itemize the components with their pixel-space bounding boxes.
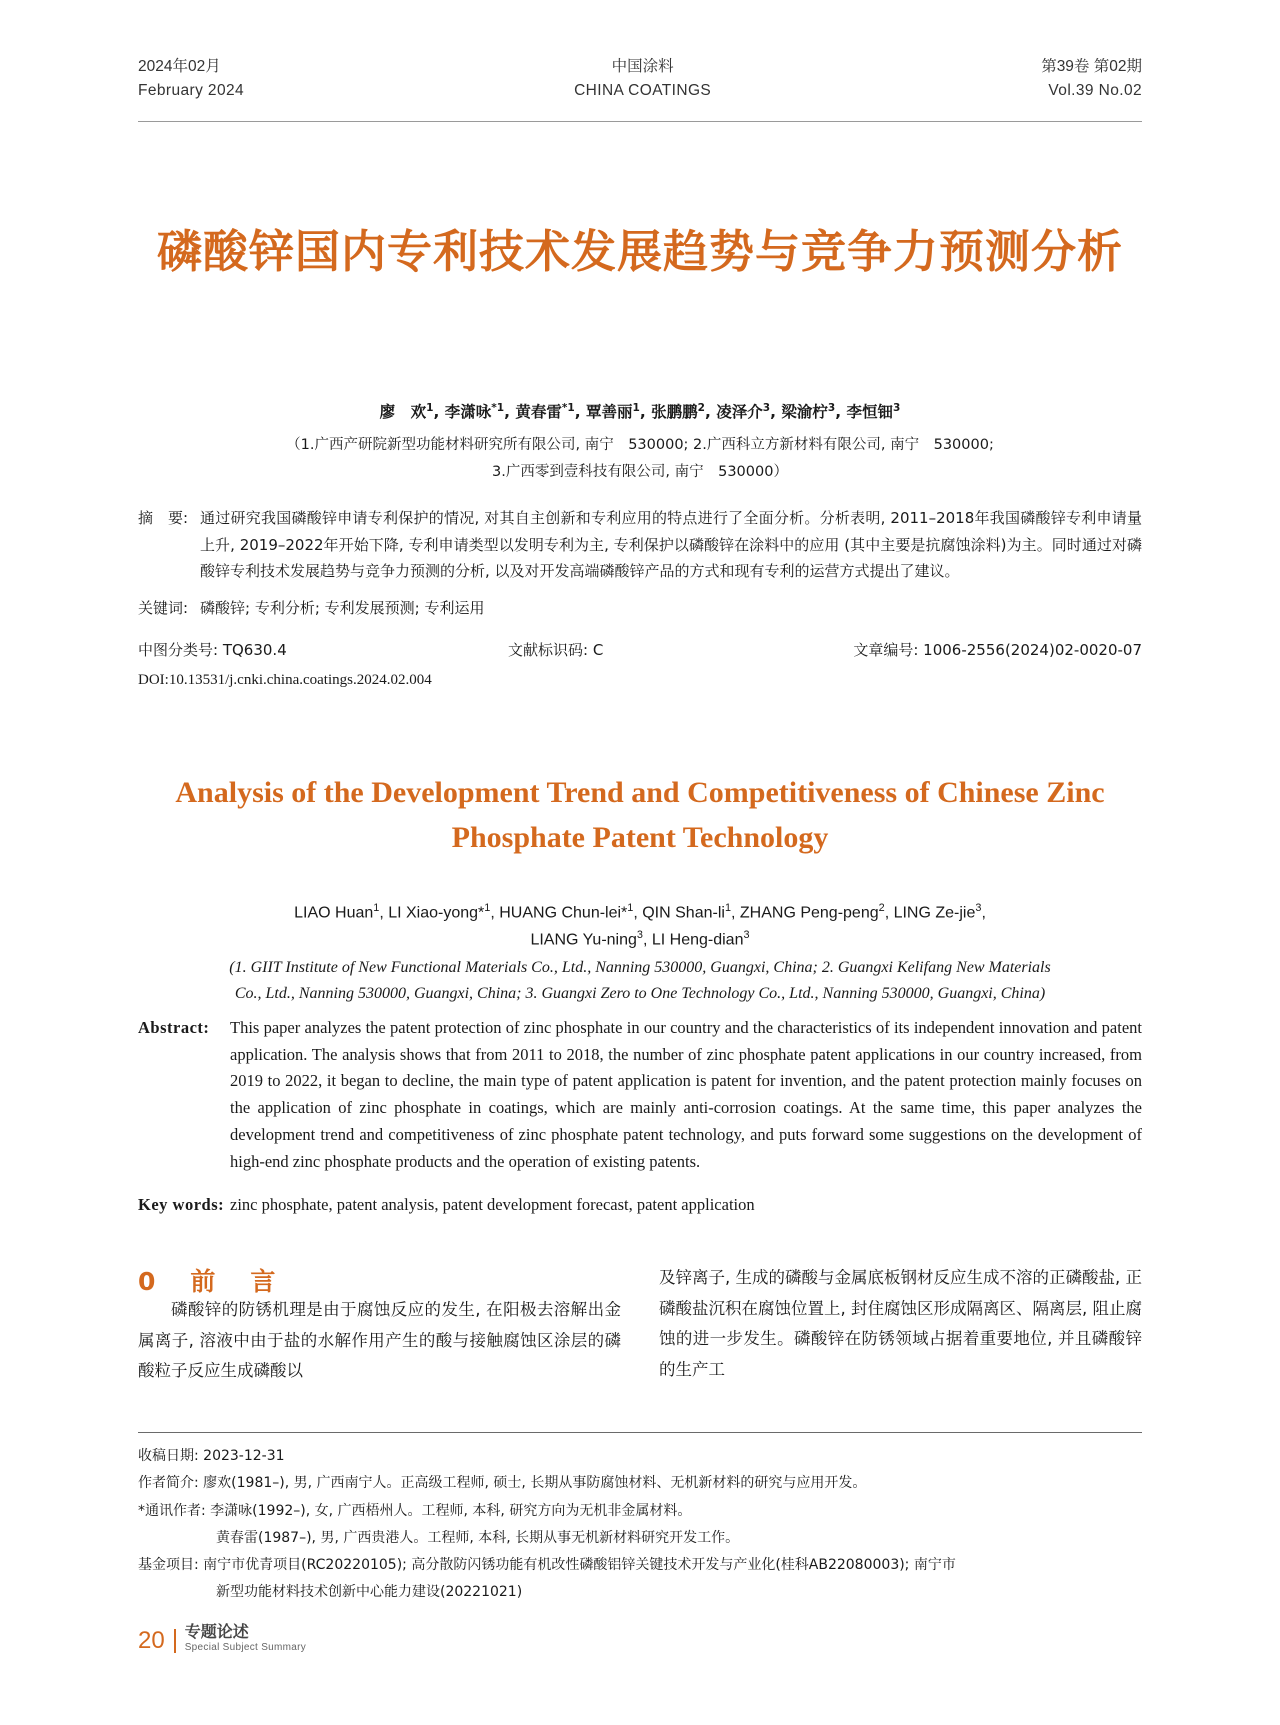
running-head-left [138,55,244,103]
affiliations-en [150,955,1130,1006]
abstract-cn-label: 摘 要: [138,509,189,527]
running-head-center [574,55,711,103]
abstract-cn-row [138,505,1142,585]
abstract-en-text: This paper analyzes the patent protection of zinc phosphate in our country and the characteristics of its independent innovation and patent application. The analysis shows that from 2011 to 2018, the number of zinc phosphate patent applications in our country increased, from 2019 to 2022, it began to decline, the main type of patent application is patent for invention, and the patent protection mainly focuses on the application of zinc phosphate in coatings, which are mainly anti-corrosion coatings. At the same time, this paper analyzes the development trend and competitiveness of zinc phosphate patent technology, and puts forward some suggestions on the development of high-end zinc phosphate products and the operation of existing patents. [230,1018,1142,1171]
abstract-en-label: Abstract: [138,1018,210,1037]
article-metadata-cn [138,637,1142,694]
keywords-en-label: Key words: [138,1195,225,1215]
abstract-en-block [138,1015,1142,1219]
keywords-en-row [138,1192,1142,1219]
running-head-divider [138,121,1142,122]
doi: DOI:10.13531/j.cnki.china.coatings.2024.02.004 [138,672,432,689]
running-head [138,55,1142,103]
footnote-funding-line-2: 新型功能材料技术创新中心能力建设(20221021) [216,1584,523,1601]
affiliation-en-line-2: Co., Ltd., Nanning 530000, Guangxi, China; 3. Guangxi Zero to One Technology Co., Ltd., Nanning 530000, Guangxi, China) [234,984,1046,1002]
authors-en [150,900,1130,953]
authors-en-line-1: LIAO Huan$^1$, LI Xiao-yong*$^1$, HUANG Chun-lei*$^1$, QIN Shan-$li^1$, ZHANG Peng-peng$^2$, LING Ze-jie$^3$, [294,902,986,922]
abstract-cn-block [138,505,1142,622]
footnotes-block [138,1443,1142,1607]
page-number: 20 [138,1629,176,1653]
page-title-en: Analysis of the Development Trend and Competitiveness of Chinese Zinc Phosphate Patent Technology [175,776,1105,854]
footnote-funding-line-1: 基金项目: 南宁市优青项目(RC20220105); 高分散防闪锈功能有机改性磷酸铝锌关键技术开发与产业化(桂科AB22080003); 南宁市 [138,1557,956,1574]
affiliations-cn [140,432,1140,486]
abstract-en-row [138,1015,1142,1175]
running-head-right [1041,55,1142,103]
authors-en-line-2: LIANG Yu-ning$^3$, LI Heng-dian$^3$ [530,928,750,949]
issue-date-cn: 2024年02月 [138,58,221,75]
keywords-en-text: zinc phosphate, patent analysis, patent development forecast, patent application [230,1195,755,1215]
affiliation-en-line-1: (1. GIIT Institute of New Functional Materials Co., Ltd., Nanning 530000, Guangxi, China; 2. Guangxi Kelifang New Materials [229,959,1051,976]
affiliation-cn-line-1: （1.广西产研院新型功能材料研究所有限公司, 南宁 530000; 2.广西科立方新材料有限公司, 南宁 530000; [286,437,994,453]
body-paragraph-right: 及锌离子, 生成的磷酸与金属底板钢材反应生成不溶的正磷酸盐, 正磷酸盐沉积在腐蚀位置上, 封住腐蚀区形成隔离区、隔离层, 阻止腐蚀的进一步发生。磷酸锌在防锈领域占据着重要地位, 并且磷酸锌的生产工 [659,1268,1142,1379]
body-column-right [659,1268,1142,1387]
volume-issue-cn: 第39卷 第02期 [1041,58,1142,75]
document-code: 文献标识码: C [508,641,604,659]
footnote-corresponding-author: *通讯作者: 李潇咏(1992–), 女, 广西梧州人。工程师, 本科, 研究方向为无机非金属材料。 [138,1502,692,1519]
page-footer [138,1623,306,1653]
body-column-left [138,1295,621,1387]
footnote-author-bio: 作者简介: 廖欢(1981–), 男, 广西南宁人。正高级工程师, 硕士, 长期从事防腐蚀材料、无机新材料的研究与应用开发。 [138,1475,867,1492]
body-paragraph-left: 磷酸锌的防锈机理是由于腐蚀反应的发生, 在阳极去溶解出金属离子, 溶液中由于盐的水解作用产生的酸与接触腐蚀区涂层的磷酸粒子反应生成磷酸以 [138,1300,621,1381]
journal-name-en: CHINA COATINGS [574,82,712,100]
metadata-row [138,637,1142,663]
section-heading-introduction: 0 前 言 [138,1267,281,1296]
footnote-corresponding-author-2: 黄春雷(1987–), 男, 广西贵港人。工程师, 本科, 长期从事无机新材料研究开发工作。 [216,1529,740,1546]
journal-name-cn: 中国涂料 [611,58,674,75]
footer-section-en: Special Subject Summary [184,1641,307,1653]
footer-section-cn: 专题论述 [184,1622,249,1642]
volume-issue-en: Vol.39 No.02 [1048,82,1142,100]
footer-section-labels [185,1623,306,1653]
issue-date-en: February 2024 [138,82,245,100]
article-id: 文章编号: 1006-2556(2024)02-0020-07 [853,641,1142,659]
authors-cn: 廖 欢$^1$, 李潇咏$^{*1}$, 黄春雷$^{*1}$, 覃善丽$^1$, 张鹏鹏$^2$, 凌泽介$^3$, 梁渝柠$^3$, 李恒钿$^3$ [379,402,901,422]
footnote-received-date: 收稿日期: 2023-12-31 [138,1448,285,1464]
keywords-cn-label: 关键词: [138,599,189,618]
keywords-cn-row [138,595,1142,622]
abstract-cn-text: 通过研究我国磷酸锌申请专利保护的情况, 对其自主创新和专利应用的特点进行了全面分析。分析表明, 2011–2018年我国磷酸锌专利申请量上升, 2019–2022年开始下降, 专利申请类型以发明专利为主, 专利保护以磷酸锌在涂料中的应用 (其中主要是抗腐蚀涂料)为主。同时通过对磷酸锌专利技术发展趋势与竞争力预测的分析, 以及对开发高端磷酸锌产品的方式和现有专利的运营方式提出了建议。 [200,509,1142,581]
page-title-cn: 磷酸锌国内专利技术发展趋势与竞争力预测分析 [156,225,1123,278]
affiliation-cn-line-2: 3.广西零到壹科技有限公司, 南宁 530000） [492,463,788,480]
footnote-divider [138,1432,1142,1433]
keywords-cn-text: 磷酸锌; 专利分析; 专利发展预测; 专利运用 [200,599,485,618]
clc-number: 中图分类号: TQ630.4 [138,641,287,659]
